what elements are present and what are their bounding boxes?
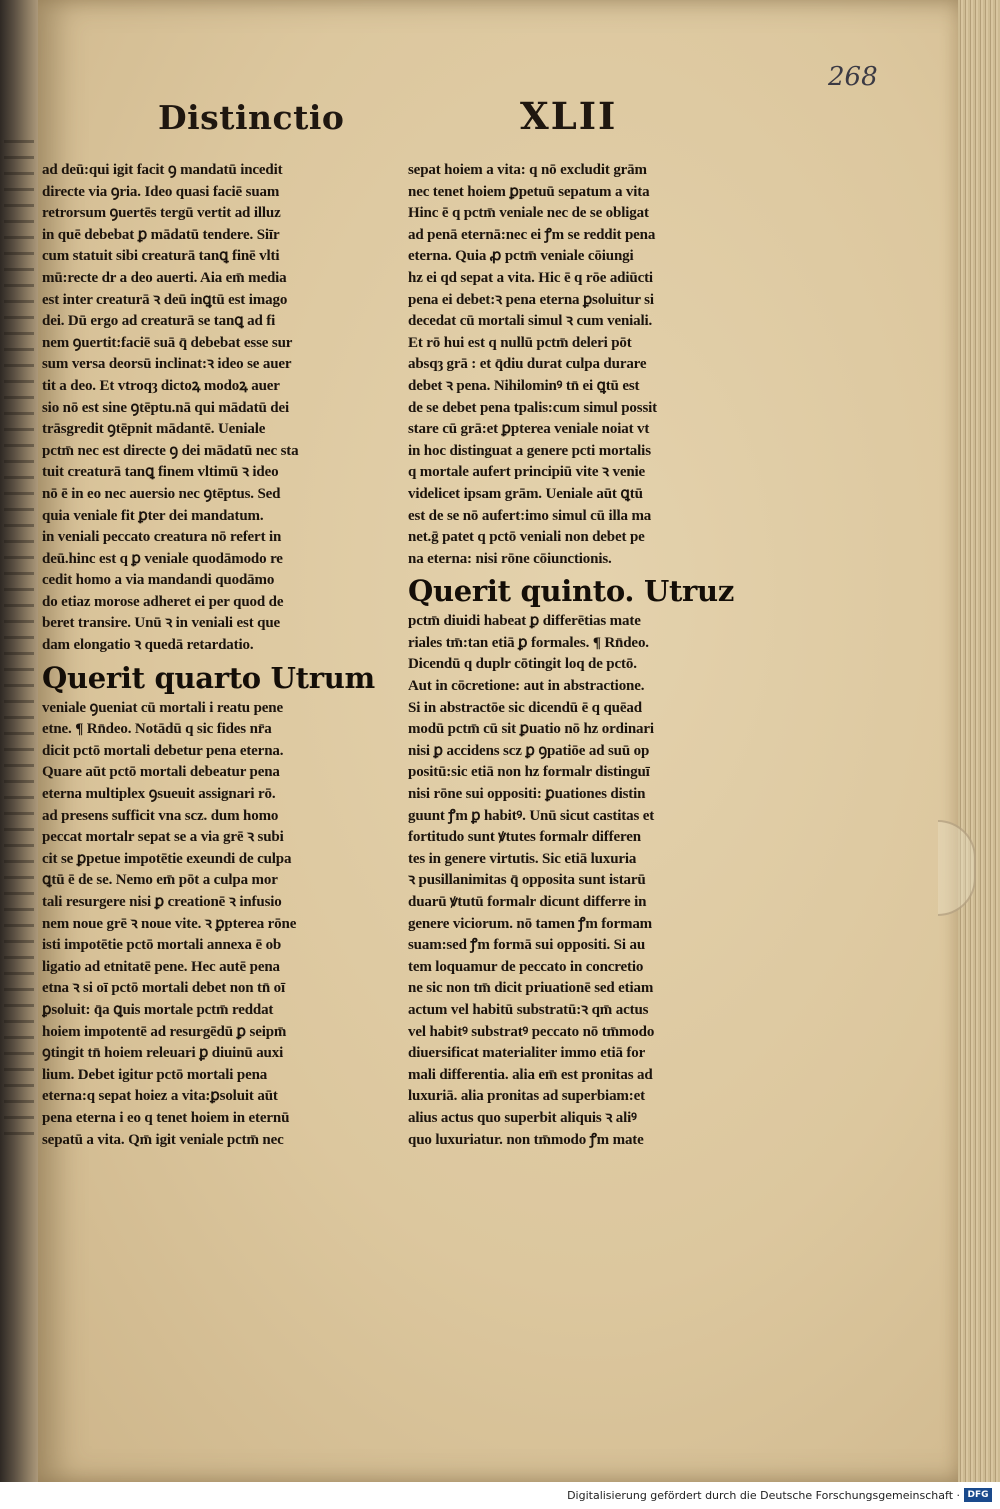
text-line: lium. Debet igitur pctō mortali pena [42, 1066, 268, 1083]
text-line: nec tenet hoiem ꝑpetuū sepatum a vita [408, 183, 650, 200]
text-line: q mortale aufert principiū vite ꝛ venie [408, 464, 646, 481]
text-line: nisi rōne sui oppositi: ꝑuationes distin [408, 786, 646, 803]
footer-credit: Digitalisierung gefördert durch die Deutsche Forschungsgemeinschaft · [567, 1489, 960, 1502]
folio-number: 268 [828, 62, 878, 92]
text-line: ꝯtingit tn̄ hoiem releuari ꝑ diuinū auxi [42, 1045, 284, 1062]
book-spine [0, 0, 40, 1482]
text-line: ne sic non tm̄ dicit priuationē sed etiam [408, 980, 654, 997]
text-line: fortitudo sunt ꝟtutes formalr differen [408, 829, 641, 846]
text-line: stare cū grā:et ꝑpterea veniale noiat vt [408, 421, 650, 438]
text-line: mū:recte dr a deo auerti. Aia em̄ media [42, 269, 287, 286]
text-line: nem ꝯuertit:faciē suā q̄ debebat esse sur [42, 334, 293, 351]
text-line: modū pctm̄ cū sit ꝑuatio nō hz ordinari [408, 721, 654, 738]
text-line: sio nō est sine ꝯtēptu.nā qui mādatū dei [42, 399, 290, 416]
page-fore-edge [958, 0, 1000, 1482]
running-head-distinctio: Distinctio [158, 98, 345, 137]
text-line: Hinc ē q pctm̄ veniale nec de se obligat [408, 205, 649, 222]
text-line: ꝗtū ē de se. Nemo em̄ pōt a culpa mor [42, 872, 278, 889]
right-text-column [408, 160, 760, 1151]
text-line: dam elongatio ꝛ quedā retardatio. [42, 637, 254, 654]
right-column-lines-continued [408, 611, 760, 1151]
text-line: retrorsum ꝯuertēs tergū vertit ad illuz [42, 205, 281, 222]
text-line: cit se ꝑpetue impotētie exeundi de culpa [42, 850, 292, 867]
text-line: videlicet ipsam grām. Ueniale aūt ꝗtū [408, 485, 643, 502]
text-line: diuersificat materialiter immo etiā for [408, 1045, 646, 1062]
text-line: tes in genere virtutis. Sic etiā luxuria [408, 850, 637, 867]
text-line: peccat mortalr sepat se a via grē ꝛ subi [42, 829, 284, 846]
text-line: alius actus quo superbit aliquis ꝛ aliꝰ [408, 1109, 637, 1126]
text-line: riales tm̄:tan etiā ꝑ formales. ¶ Rn̄deo. [408, 634, 649, 651]
text-line: actum vel habitū substratū:ꝛ qm̄ actus [408, 1001, 649, 1018]
text-line: ad presens sufficit vna scz. dum homo [42, 807, 279, 824]
dfg-logo: DFG [964, 1488, 992, 1502]
left-column-lines [42, 160, 387, 657]
text-line: net.ḡ patet q pctō veniali non debet pe [408, 529, 645, 546]
text-line: eterna. Quia ꝓ pctm̄ veniale cōiungi [408, 248, 634, 265]
right-column-section-heading: Querit quinto. Utruz [408, 574, 734, 609]
text-line: pena eterna i eo q tenet hoiem in eternū [42, 1109, 290, 1126]
text-line: sepat hoiem a vita: q nō excludit grām [408, 162, 647, 178]
text-line: ad penā eternā:nec ei ꝭm se reddit pena [408, 226, 656, 243]
text-line: de se debet pena tpalis:cum simul possit [408, 399, 658, 416]
text-line: eterna multiplex ꝯsueuit assignari rō. [42, 786, 276, 803]
text-line: in quē debebat ꝑ mādatū tendere. Siīr [42, 226, 280, 243]
text-line: eterna:q sepat hoiez a vita:ꝑsoluit aūt [42, 1088, 278, 1105]
text-line: tuit creaturā tanꝗ finem vltimū ꝛ ideo [42, 464, 279, 481]
text-line: luxuriā. alia pronitas ad superbiam:et [408, 1088, 645, 1105]
text-line: directe via ꝯria. Ideo quasi faciē suam [42, 183, 280, 200]
text-line: nisi ꝑ accidens scz ꝑ ꝯpatiōe ad suū op [408, 742, 650, 759]
right-column-lines [408, 160, 760, 570]
text-line: est inter creaturā ꝛ deū inꝗtū est imago [42, 291, 288, 308]
text-line: veniale ꝯueniat cū mortali i reatu pene [42, 699, 283, 716]
text-line: genere viciorum. nō tamen ꝭm formam [408, 915, 653, 932]
text-line: Et rō hui est q nullū pctm̄ deleri pōt [408, 334, 632, 351]
text-line: Si in abstractōe sic dicendū ē q quēad [408, 699, 642, 716]
text-line: hz ei qd sepat a vita. Hic ē q rōe adiūcti [408, 269, 653, 286]
text-line: beret transire. Unū ꝛ in veniali est que [42, 615, 281, 632]
text-line: nem noue grē ꝛ noue vite. ꝛ ꝑpterea rōne [42, 915, 297, 932]
text-line: est de se nō aufert:imo simul cū illa ma [408, 507, 652, 524]
text-line: pctm̄ nec est directe ꝯ dei mādatū nec sta [42, 442, 299, 459]
text-line: pena ei debet:ꝛ pena eterna ꝑsoluitur si [408, 291, 654, 308]
text-line: etne. ¶ Rn̄deo. Notādū q sic fides nr̄a [42, 721, 272, 738]
text-line: ꝑsoluit: q̄a ꝗuis mortale pctm̄ reddat [42, 1001, 274, 1018]
text-line: hoiem impotentē ad resurgēdū ꝑ seipm̄ [42, 1023, 287, 1040]
text-line: mali differentia. alia em̄ est pronitas ad [408, 1066, 653, 1083]
text-line: in veniali peccato creatura nō refert in [42, 529, 282, 546]
text-line: sum versa deorsū inclinat:ꝛ ideo se auer [42, 356, 292, 373]
left-column-section-heading: Querit quarto Utrum [42, 660, 375, 695]
text-line: trāsgredit ꝯtēpnit mādantē. Ueniale [42, 421, 266, 438]
left-column-lines-continued [42, 698, 387, 1151]
facing-page-text-fragment [4, 140, 34, 1140]
text-line: cedit homo a via mandandi quodāmo [42, 572, 275, 589]
text-line: pctm̄ diuidi habeat ꝑ differētias mate [408, 613, 641, 630]
text-line: do etiaz morose adheret ei per quod de [42, 593, 284, 610]
running-head-numeral: XLII [520, 94, 618, 138]
text-line: nō ē in eo nec auersio nec ꝯtēptus. Sed [42, 485, 281, 502]
text-line: tali resurgere nisi ꝑ creationē ꝛ infusio [42, 894, 282, 910]
text-line: Dicendū q duplr cōtingit loq de pctō. [408, 656, 637, 673]
text-line: cum statuit sibi creaturā tanꝗ finē vlti [42, 248, 280, 265]
text-line: na eterna: nisi rōne cōiunctionis. [408, 550, 612, 567]
text-line: in hoc distinguat a genere pcti mortalis [408, 442, 651, 459]
text-line: dicit pctō mortali debetur pena eterna. [42, 742, 284, 759]
text-line: vel habitꝰ substratꝰ peccato nō tm̄modo [408, 1023, 655, 1040]
text-line: Aut in cōcretione: aut in abstractione. [408, 678, 645, 695]
text-line: suam:sed ꝭm formā sui oppositi. Si au [408, 937, 646, 954]
text-line: Quare aūt pctō mortali debeatur pena [42, 764, 280, 781]
left-text-column [42, 160, 387, 1151]
text-line: duarū ꝟtutū formalr dicunt differre in [408, 894, 647, 910]
text-line: quia veniale fit ꝑter dei mandatum. [42, 507, 264, 524]
text-line: positū:sic etiā non hz formalr distinguī [408, 764, 650, 781]
text-line: tem loquamur de peccato in concretio [408, 958, 644, 975]
text-line: deū.hinc est q ꝑ veniale quodāmodo re [42, 550, 283, 567]
text-line: decedat cū mortali simul ꝛ cum veniali. [408, 313, 653, 330]
text-line: absqȝ grā : et q̄diu durat culpa durare [408, 356, 647, 373]
text-line: tit a deo. Et vtroqȝ dictoꝝ modoꝝ auer [42, 377, 280, 394]
text-line: quo luxuriatur. non tm̄modo ꝭm mate [408, 1131, 644, 1148]
text-line: isti impotētie pctō mortali annexa ē ob [42, 937, 282, 954]
text-line: ꝛ pusillanimitas q̄ opposita sunt istarū [408, 872, 646, 889]
text-line: dei. Dū ergo ad creaturā se tanꝗ ad fi [42, 313, 276, 330]
text-line: debet ꝛ pena. Nihilominꝰ tn̄ ei ꝗtū est [408, 377, 640, 394]
text-line: ligatio ad etnitatē pene. Hec autē pena [42, 958, 280, 975]
text-line: etna ꝛ si oī pctō mortali debet non tn̄ oī [42, 980, 286, 997]
text-line: sepatū a vita. Qm̄ igit veniale pctm̄ nec [42, 1131, 284, 1148]
text-line: guunt ꝭm ꝑ habitꝰ. Unū sicut castitas et [408, 807, 655, 824]
text-line: ad deū:qui igit facit ꝯ mandatū incedit [42, 162, 283, 178]
